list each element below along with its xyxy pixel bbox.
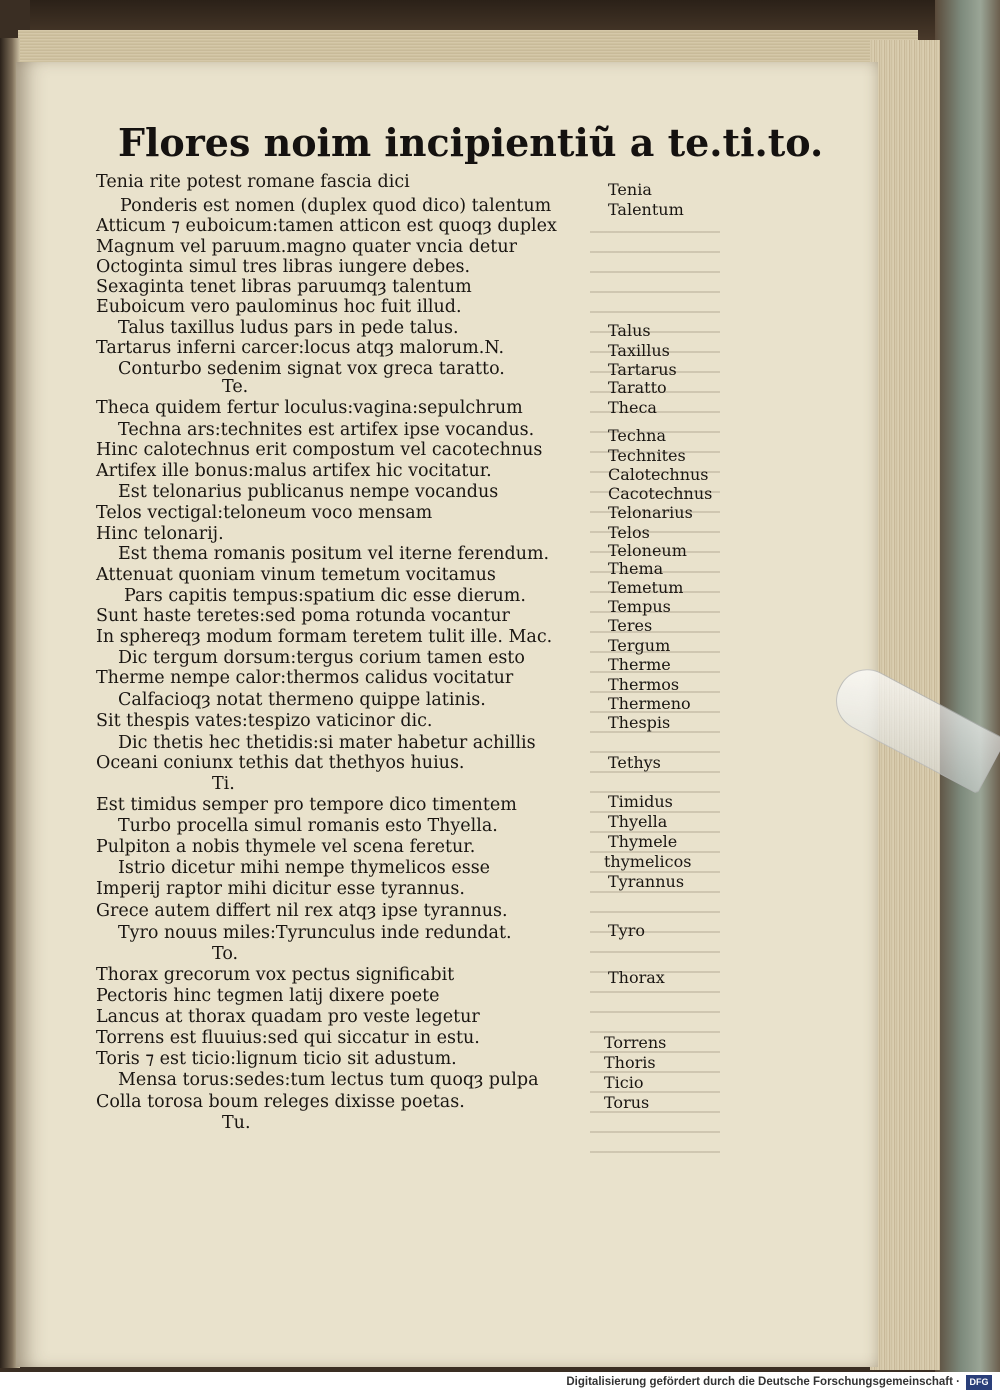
text-line: In sphereqȝ modum formam teretem tulit ille. Mac. [96,627,553,647]
text-line: Mensa torus:sedes:tum lectus tum quoqȝ pulpa [118,1070,539,1090]
text-line: Est thema romanis positum vel iterne ferendum. [118,544,550,564]
margin-note: Taxillus [608,341,670,360]
margin-note: Teloneum [608,541,687,560]
margin-note: Therme [608,655,671,674]
margin-note: Theca [608,398,657,417]
text-line: Est telonarius publicanus nempe vocandus [118,482,499,502]
text-line: Turbo procella simul romanis esto Thyella. [118,816,498,836]
margin-note: Calotechnus [608,465,709,484]
margin-note: Thermeno [608,694,691,713]
footer-credit: Digitalisierung gefördert durch die Deutsche Forschungsgemeinschaft · [566,1376,960,1388]
margin-note: Thymele [608,832,678,851]
text-line: Pectoris hinc tegmen latij dixere poete [96,986,440,1006]
text-line: Techna ars:technites est artifex ipse vocandus. [118,420,535,440]
text-line: Thorax grecorum vox pectus significabit [96,965,455,985]
margin-note: Technites [608,446,686,465]
text-line: To. [212,944,239,964]
margin-note: Tergum [608,636,671,655]
text-line: Grece autem differt nil rex atqȝ ipse tyrannus. [96,901,508,921]
margin-note: Tenia [608,180,652,199]
margin-note: Tempus [608,597,671,616]
margin-note: Taratto [608,378,667,397]
margin-note: Thyella [608,812,668,831]
margin-note: Talus [608,321,651,340]
text-line: Pars capitis tempus:spatium dic esse dierum. [124,586,526,606]
text-line: Lancus at thorax quadam pro veste legetur [96,1007,480,1027]
text-line: Dic tergum dorsum:tergus corium tamen esto [118,648,525,668]
text-line: Imperij raptor mihi dicitur esse tyrannus. [96,879,465,899]
text-line: Sit thespis vates:tespizo vaticinor dic. [96,711,433,731]
text-line: Octoginta simul tres libras iungere debes. [96,257,471,277]
margin-note: thymelicos [604,852,692,871]
text-line: Conturbo sedenim signat vox greca taratto. [118,359,505,379]
margin-note: Talentum [608,200,684,219]
text-line: Colla torosa boum releges dixisse poetas. [96,1092,465,1112]
text-line: Therme nempe calor:thermos calidus vocitatur [96,668,514,688]
margin-note: Temetum [608,578,684,597]
text-line: Sexaginta tenet libras paruumqȝ talentum [96,277,472,297]
text-line: Ti. [212,774,235,794]
text-line: Magnum vel paruum.magno quater vncia detur [96,237,517,257]
text-line: Dic thetis hec thetidis:si mater habetur achillis [118,733,536,753]
margin-note: Telos [608,523,650,542]
margin-note: Tethys [608,753,661,772]
margin-note: Cacotechnus [608,484,713,503]
margin-note: Thema [608,559,664,578]
text-line: Euboicum vero paulominus hoc fuit illud. [96,297,462,317]
text-line: Est timidus semper pro tempore dico timentem [96,795,517,815]
text-line: Toris ⁊ est ticio:lignum ticio sit adustum. [96,1049,457,1069]
page-heading: Flores noim incipientiũ a te.ti.to. [118,120,824,165]
margin-note: Torrens [604,1033,667,1052]
margin-note: Thoris [604,1053,656,1072]
text-line: Tartarus inferni carcer:locus atqȝ malorum.N. [96,338,505,358]
text-line: Pulpiton a nobis thymele vel scena feretur. [96,837,476,857]
text-line: Tu. [222,1113,251,1133]
text-line: Istrio dicetur mihi nempe thymelicos esse [118,858,491,878]
text-line: Attenuat quoniam vinum temetum vocitamus [96,565,496,585]
margin-note: Tyro [608,921,645,940]
text-line: Tenia rite potest romane fascia dici [96,172,410,192]
text-line: Te. [222,377,249,397]
dfg-logo: DFG [966,1375,992,1390]
text-line: Torrens est fluuius:sed qui siccatur in estu. [96,1028,480,1048]
margin-note: Thorax [608,968,665,987]
text-line: Theca quidem fertur loculus:vagina:sepulchrum [96,398,523,418]
margin-note: Tartarus [608,360,677,379]
text-line: Ponderis est nomen (duplex quod dico) talentum [120,196,552,216]
margin-note: Thermos [608,675,680,694]
margin-note: Thespis [608,713,671,732]
text-line: Hinc telonarij. [96,524,224,544]
margin-note: Teres [608,616,653,635]
margin-note: Tyrannus [608,872,685,891]
margin-note: Torus [604,1093,650,1112]
text-line: Oceani coniunx tethis dat thethyos huius. [96,753,465,773]
margin-note: Ticio [604,1073,644,1092]
margin-note: Timidus [608,792,673,811]
margin-note: Techna [608,426,667,445]
text-line: Sunt haste teretes:sed poma rotunda vocantur [96,606,510,626]
text-line: Hinc calotechnus erit compostum vel cacotechnus [96,440,543,460]
text-line: Artifex ille bonus:malus artifex hic vocitatur. [96,461,492,481]
text-line: Calfacioqȝ notat thermeno quippe latinis. [118,690,486,710]
footer-bar [0,1372,1000,1394]
text-line: Talus taxillus ludus pars in pede talus. [118,318,459,338]
text-line: Tyro nouus miles:Tyrunculus inde redundat. [118,923,512,943]
text-line: Telos vectigal:teloneum voco mensam [96,503,433,523]
margin-note: Telonarius [608,503,693,522]
text-line: Atticum ⁊ euboicum:tamen atticon est quoqȝ duplex [96,216,557,236]
